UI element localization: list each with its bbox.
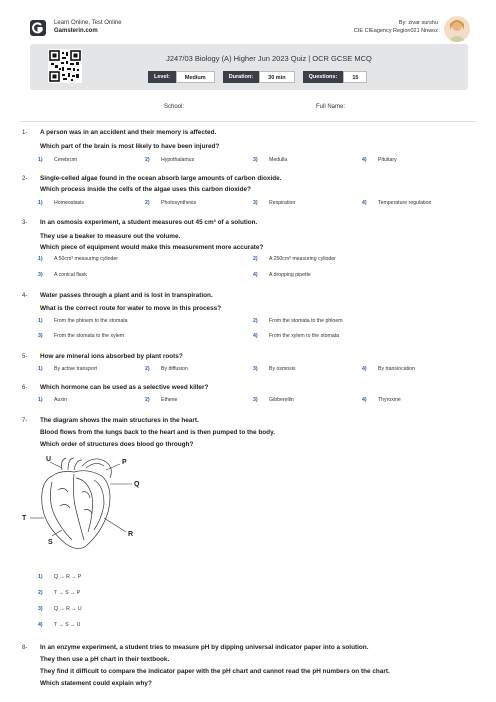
option-1[interactable]: 1) A 50cm³ measuring cylinder	[38, 256, 119, 262]
option-3[interactable]: 3) Q → R → U	[38, 606, 82, 612]
question-text: Which piece of equipment would make this measurement more accurate?	[40, 244, 264, 251]
option-4[interactable]: 4) Temperature regulation	[362, 200, 432, 206]
label-s: S	[48, 539, 53, 546]
duration-chip	[223, 71, 295, 83]
question-text: Which order of structures does blood go through?	[40, 441, 194, 448]
quiz-banner	[30, 44, 468, 90]
level-value: Medium	[176, 71, 215, 83]
option-1[interactable]: 1) By active transport	[38, 366, 97, 372]
author-agency: CIE CIEagency Region021 Nnwoz	[353, 28, 438, 34]
option-1[interactable]: 1) Auxin	[38, 397, 67, 403]
question-text: Single-celled algae found in the ocean absorb large amounts of carbon dioxide.	[40, 175, 282, 182]
option-2[interactable]: 2) From the stomata to the phloem	[253, 318, 343, 324]
question-text: How are mineral ions absorbed by plant roots?	[40, 353, 183, 360]
option-1[interactable]: 1) From the phloem to the stomata	[38, 318, 128, 324]
option-3[interactable]: 3) Medulla	[253, 157, 288, 163]
duration-label: Duration:	[223, 71, 259, 83]
question-text: Water passes through a plant and is lost in transpiration.	[40, 292, 213, 299]
divider	[20, 121, 476, 122]
question-text: They find it difficult to compare the indicator paper with the pH chart and cannot read the pH numbers on the chart.	[40, 668, 390, 675]
label-r: R	[128, 531, 134, 538]
option-4[interactable]: 4) From the xylem to the stomata	[253, 333, 340, 339]
avatar[interactable]	[444, 16, 470, 42]
option-3[interactable]: 3) By osmosis	[253, 366, 296, 372]
question-text: Blood flows from the lungs back to the heart and is then pumped to the body.	[40, 429, 275, 436]
question-text: The diagram shows the main structures in the heart.	[40, 417, 199, 424]
option-2[interactable]: 2) Photosynthesis	[145, 200, 197, 206]
option-2[interactable]: 2) A 250cm³ measuring cylinder	[253, 256, 336, 262]
option-4[interactable]: 4) By translocation	[362, 366, 415, 372]
option-3[interactable]: 3) A conical flask	[38, 272, 87, 278]
question-text: Which hormone can be used as a selective weed killer?	[40, 384, 209, 391]
option-2[interactable]: 2) T → S → P	[38, 590, 81, 596]
question-text: In an osmosis experiment, a student measures out 45 cm³ of a solution.	[40, 219, 258, 226]
option-1[interactable]: 1) Cerebrum	[38, 157, 78, 163]
site-link[interactable]: Gamsterin.com	[54, 28, 98, 34]
option-4[interactable]: 4) T → S → U	[38, 622, 81, 628]
school-field[interactable]: School:	[164, 104, 185, 110]
option-4[interactable]: 4) Thyroxine	[362, 397, 401, 403]
option-3[interactable]: 3) From the stomata to the xylem	[38, 333, 125, 339]
level-chip	[148, 71, 215, 83]
option-2[interactable]: 2) Hypothalamus	[145, 157, 195, 163]
option-2[interactable]: 2) By diffusion	[145, 366, 188, 372]
gamsterin-logo-icon	[30, 20, 46, 36]
quiz-title: J247/03 Biology (A) Higher Jun 2023 Quiz | OCR GCSE MCQ	[166, 54, 372, 63]
question-text: Which part of the brain is most likely to have been injured?	[40, 143, 220, 150]
question-number: 6-	[22, 385, 28, 391]
question-text: What is the correct route for water to move in this process?	[40, 305, 222, 312]
question-number: 3-	[22, 220, 28, 226]
top-bar	[30, 16, 470, 44]
question-number: 2-	[22, 176, 28, 182]
question-number: 4-	[22, 293, 28, 299]
site-tagline: Learn Online, Test Online	[54, 20, 122, 26]
question-text: A person was in an accident and their memory is affected.	[40, 129, 217, 136]
person-icon	[444, 16, 470, 42]
option-1[interactable]: 1) Q → R → P	[38, 574, 82, 580]
question-text: Which statement could explain why?	[40, 680, 152, 687]
question-number: 1-	[22, 130, 28, 136]
label-t: T	[22, 515, 27, 522]
questions-value: 15	[343, 71, 367, 83]
quiz-meta	[148, 71, 367, 83]
full-name-field[interactable]: Full Name:	[316, 104, 346, 110]
questions-chip	[303, 71, 368, 83]
question-number: 5-	[22, 354, 28, 360]
question-text: They use a beaker to measure out the volume.	[40, 233, 181, 240]
questions-label: Questions:	[303, 71, 344, 83]
label-u: U	[46, 456, 52, 463]
label-q: Q	[134, 481, 140, 488]
option-4[interactable]: 4) A dropping pipette	[253, 272, 311, 278]
question-number: 8-	[22, 645, 28, 651]
heart-diagram	[22, 452, 162, 564]
question-text: Which process inside the cells of the algae uses this carbon dioxide?	[40, 186, 251, 193]
author-name: By: zivar surshu	[398, 20, 438, 26]
option-1[interactable]: 1) Homeostasis	[38, 200, 84, 206]
question-text: In an enzyme experiment, a student tries to measure pH by dipping universal indicator paper into a solution.	[40, 644, 369, 651]
option-3[interactable]: 3) Respiration	[253, 200, 296, 206]
option-4[interactable]: 4) Pituitary	[362, 157, 397, 163]
question-text: They then use a pH chart in their textbook.	[40, 656, 170, 663]
label-p: P	[122, 459, 127, 466]
duration-value: 30 min	[259, 71, 294, 83]
option-3[interactable]: 3) Gibberellin	[253, 397, 294, 403]
level-label: Level:	[148, 71, 176, 83]
option-2[interactable]: 2) Ethene	[145, 397, 178, 403]
question-number: 7-	[22, 418, 28, 424]
